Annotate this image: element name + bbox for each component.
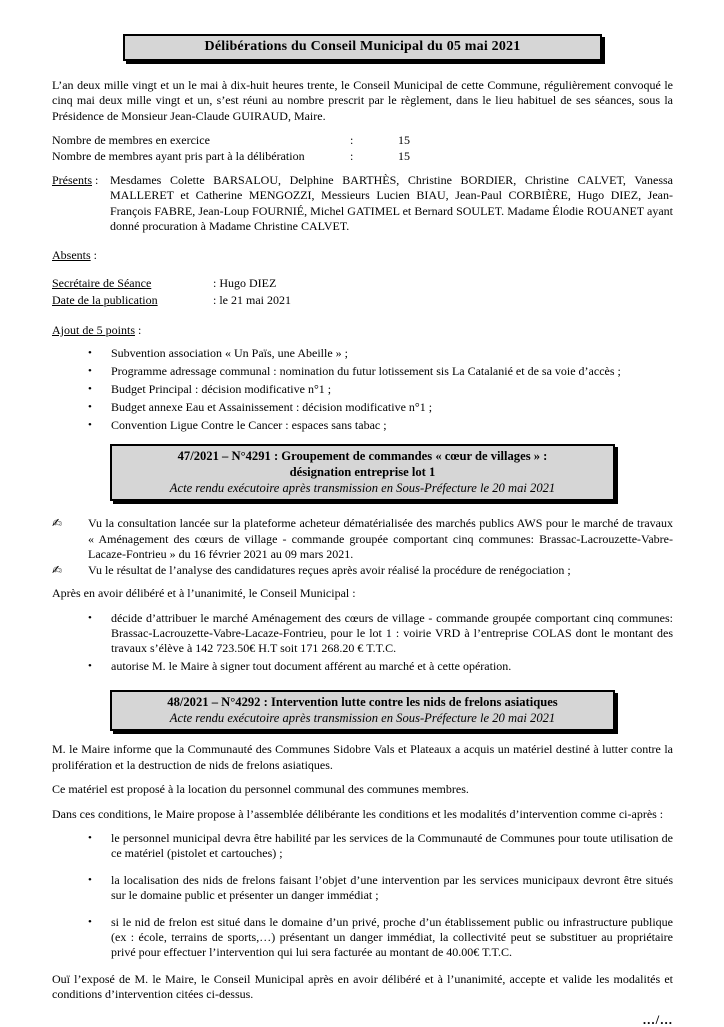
deliberation-48-heading-box bbox=[110, 690, 615, 731]
list-item bbox=[52, 873, 673, 904]
bullet-icon: • bbox=[88, 915, 92, 928]
bullet-icon: • bbox=[88, 401, 92, 414]
frelons-paragraph-3: Dans ces conditions, le Maire propose à l’assemblée délibérante les conditions et les modalités d’intervention comme ci-après : bbox=[52, 806, 664, 821]
list-item-text: si le nid de frelon est situé dans le domaine d’un privé, proche d’un établissement public ou infrastructure publique (ex : école, terrains de sports,…) présentant un danger immédiat, la collectivité peut se substituer au propriétaire privé pour effectuer l’intervention qui lui sera facturée au montant de 40.00€ T.T.C. bbox=[111, 914, 673, 960]
vu-item bbox=[52, 516, 673, 562]
members-in-office-value: 15 bbox=[398, 133, 410, 148]
member-counts bbox=[52, 133, 673, 164]
list-item bbox=[52, 831, 673, 862]
publication-date-value: : le 21 mai 2021 bbox=[213, 292, 291, 307]
list-item-text: la localisation des nids de frelons faisant l’objet d’une intervention par les services municipaux devront être situés sur le domaine public et présenter un danger immédiat ; bbox=[111, 872, 673, 903]
bullet-icon: • bbox=[88, 611, 92, 624]
secretary-label: Secrétaire de Séance bbox=[52, 276, 152, 291]
list-item bbox=[52, 915, 673, 961]
colon-separator: : bbox=[90, 247, 98, 262]
vu-item-text: Vu le résultat de l’analyse des candidatures reçues après avoir réalisé la procédure de renégociation ; bbox=[88, 562, 571, 577]
deliberation-intro: Après en avoir délibéré et à l’unanimité, le Conseil Municipal : bbox=[52, 586, 356, 601]
members-in-office-row bbox=[52, 133, 673, 148]
document-title-box bbox=[123, 34, 602, 61]
members-voting-row bbox=[52, 149, 673, 164]
secretary-value: : Hugo DIEZ bbox=[213, 276, 277, 291]
presents-text: Mesdames Colette BARSALOU, Delphine BARTHÈS, Christine BORDIER, Christine CALVET, Vanessa MALLERET et Catherine MENGOZZI, Messieurs Lucien BIAU, Jean-Paul CORBIÈRE, Hugo DIEZ, Jean-François FABRE, Jean-Loup FOURNIÉ, Michel GATIMEL et Bernard SOULET. Madame Élodie ROUANET ayant donné procuration à Madame Christine CALVET. bbox=[110, 173, 673, 234]
absents-block bbox=[52, 248, 673, 263]
bullet-icon: • bbox=[88, 365, 92, 378]
bullet-icon: • bbox=[88, 383, 92, 396]
presents-label: Présents : bbox=[52, 173, 99, 188]
list-item-text: le personnel municipal devra être habilité par les services de la Communauté de Communes pour toute utilisation de ce matériel (pistolet et cartouches) ; bbox=[111, 830, 673, 861]
decisions-list bbox=[52, 611, 673, 675]
bullet-icon: • bbox=[88, 419, 92, 432]
vu-item bbox=[52, 563, 673, 578]
frelons-paragraph-1: M. le Maire informe que la Communauté des Communes Sidobre Vals et Plateaux a acquis un matériel destiné à lutter contre la prolifération et la destruction de nids de frelons asiatiques. bbox=[52, 742, 673, 772]
list-item-text: autorise M. le Maire à signer tout document afférent au marché et à cette opération. bbox=[111, 659, 512, 674]
list-item bbox=[52, 418, 673, 433]
deliberation-47-title-line2: désignation entreprise lot 1 bbox=[289, 465, 436, 480]
colon-separator: : bbox=[350, 148, 354, 163]
bullet-icon: • bbox=[88, 660, 92, 673]
deliberation-48-executory-note: Acte rendu exécutoire après transmission en Sous-Préfecture le 20 mai 2021 bbox=[169, 711, 556, 726]
deliberation-47-executory-note: Acte rendu exécutoire après transmission en Sous-Préfecture le 20 mai 2021 bbox=[169, 481, 556, 496]
colon-separator: : bbox=[135, 323, 142, 338]
members-voting-label: Nombre de membres ayant pris part à la délibération bbox=[52, 148, 305, 163]
conclusion-paragraph: Ouï l’exposé de M. le Maire, le Conseil Municipal après en avoir délibéré et à l’unanimité, accepte et valide les modalités et conditions d’intervention citées ci-dessus. bbox=[52, 971, 673, 1002]
publication-date-row bbox=[52, 292, 673, 309]
bullet-icon: • bbox=[88, 347, 92, 360]
intro-paragraph: L’an deux mille vingt et un le mai à dix-huit heures trente, le Conseil Municipal de cette Commune, régulièrement convoqué le cinq mai deux mille vingt et un, s’est réuni au nombre prescrit par le règlement, dans le lieu habituel de ses séances, sous la Présidence de Monsieur Jean-Claude GUIRAUD, Maire. bbox=[52, 78, 673, 123]
additions-list bbox=[52, 346, 673, 433]
vu-item-text: Vu la consultation lancée sur la plateforme acheteur dématérialisée des marchés publics AWS pour le marché de travaux « Aménagement des cœurs de village - commande groupée comportant cinq communes: Brassac-Lacrouzette-Vabre-Lacaze-Fontrieu » du 16 février 2021 au 09 mars 2021. bbox=[88, 516, 673, 562]
list-item-text: Budget annexe Eau et Assainissement : décision modificative n°1 ; bbox=[111, 400, 433, 415]
presents-block bbox=[52, 173, 673, 235]
writing-hand-icon: ✍ bbox=[52, 516, 63, 531]
absents-label: Absents bbox=[52, 247, 91, 262]
additions-heading: Ajout de 5 points : bbox=[52, 323, 142, 338]
bullet-icon: • bbox=[88, 873, 92, 886]
list-item-text: Programme adressage communal : nomination du futur lotissement sis La Catalanié et de sa voie d’accès ; bbox=[111, 364, 621, 379]
bullet-icon: • bbox=[88, 831, 92, 844]
frelons-paragraph-2: Ce matériel est proposé à la location du personnel communal des communes membres. bbox=[52, 782, 469, 797]
writing-hand-icon: ✍ bbox=[52, 562, 63, 577]
conditions-list bbox=[52, 831, 673, 961]
deliberation-47-title-line1: 47/2021 – N°4291 : Groupement de commandes « cœur de villages » : bbox=[177, 449, 548, 464]
list-item bbox=[52, 611, 673, 657]
deliberation-47-heading-box bbox=[110, 444, 615, 501]
meeting-metadata bbox=[52, 275, 673, 308]
deliberation-48-title-line1: 48/2021 – N°4292 : Intervention lutte contre les nids de frelons asiatiques bbox=[167, 695, 558, 710]
members-voting-value: 15 bbox=[398, 148, 410, 163]
vu-list bbox=[52, 516, 673, 578]
colon-separator: : bbox=[350, 133, 354, 148]
list-item-text: décide d’attribuer le marché Aménagement des cœurs de village - commande groupée comportant cinq communes: Brassac-Lacrouzette-Vabre-Lacaze-Fontrieu, pour le lot 1 : voirie VRD à l’entreprise COLAS dont le montant des travaux s’élève à 142 723.50€ H.T soit 171 268.20 € T.T.C. bbox=[111, 610, 673, 656]
page-title: Délibérations du Conseil Municipal du 05 mai 2021 bbox=[204, 39, 521, 54]
colon-separator: : bbox=[92, 173, 99, 188]
publication-date-label: Date de la publication bbox=[52, 292, 158, 307]
members-in-office-label: Nombre de membres en exercice bbox=[52, 133, 210, 148]
list-item bbox=[52, 364, 673, 379]
list-item bbox=[52, 382, 673, 397]
secretary-row bbox=[52, 275, 673, 292]
list-item bbox=[52, 659, 673, 674]
list-item bbox=[52, 400, 673, 415]
list-item-text: Subvention association « Un Païs, une Abeille » ; bbox=[111, 346, 348, 361]
continuation-mark: .../... bbox=[642, 1011, 673, 1027]
list-item bbox=[52, 346, 673, 361]
list-item-text: Convention Ligue Contre le Cancer : espaces sans tabac ; bbox=[111, 418, 387, 433]
list-item-text: Budget Principal : décision modificative n°1 ; bbox=[111, 382, 332, 397]
